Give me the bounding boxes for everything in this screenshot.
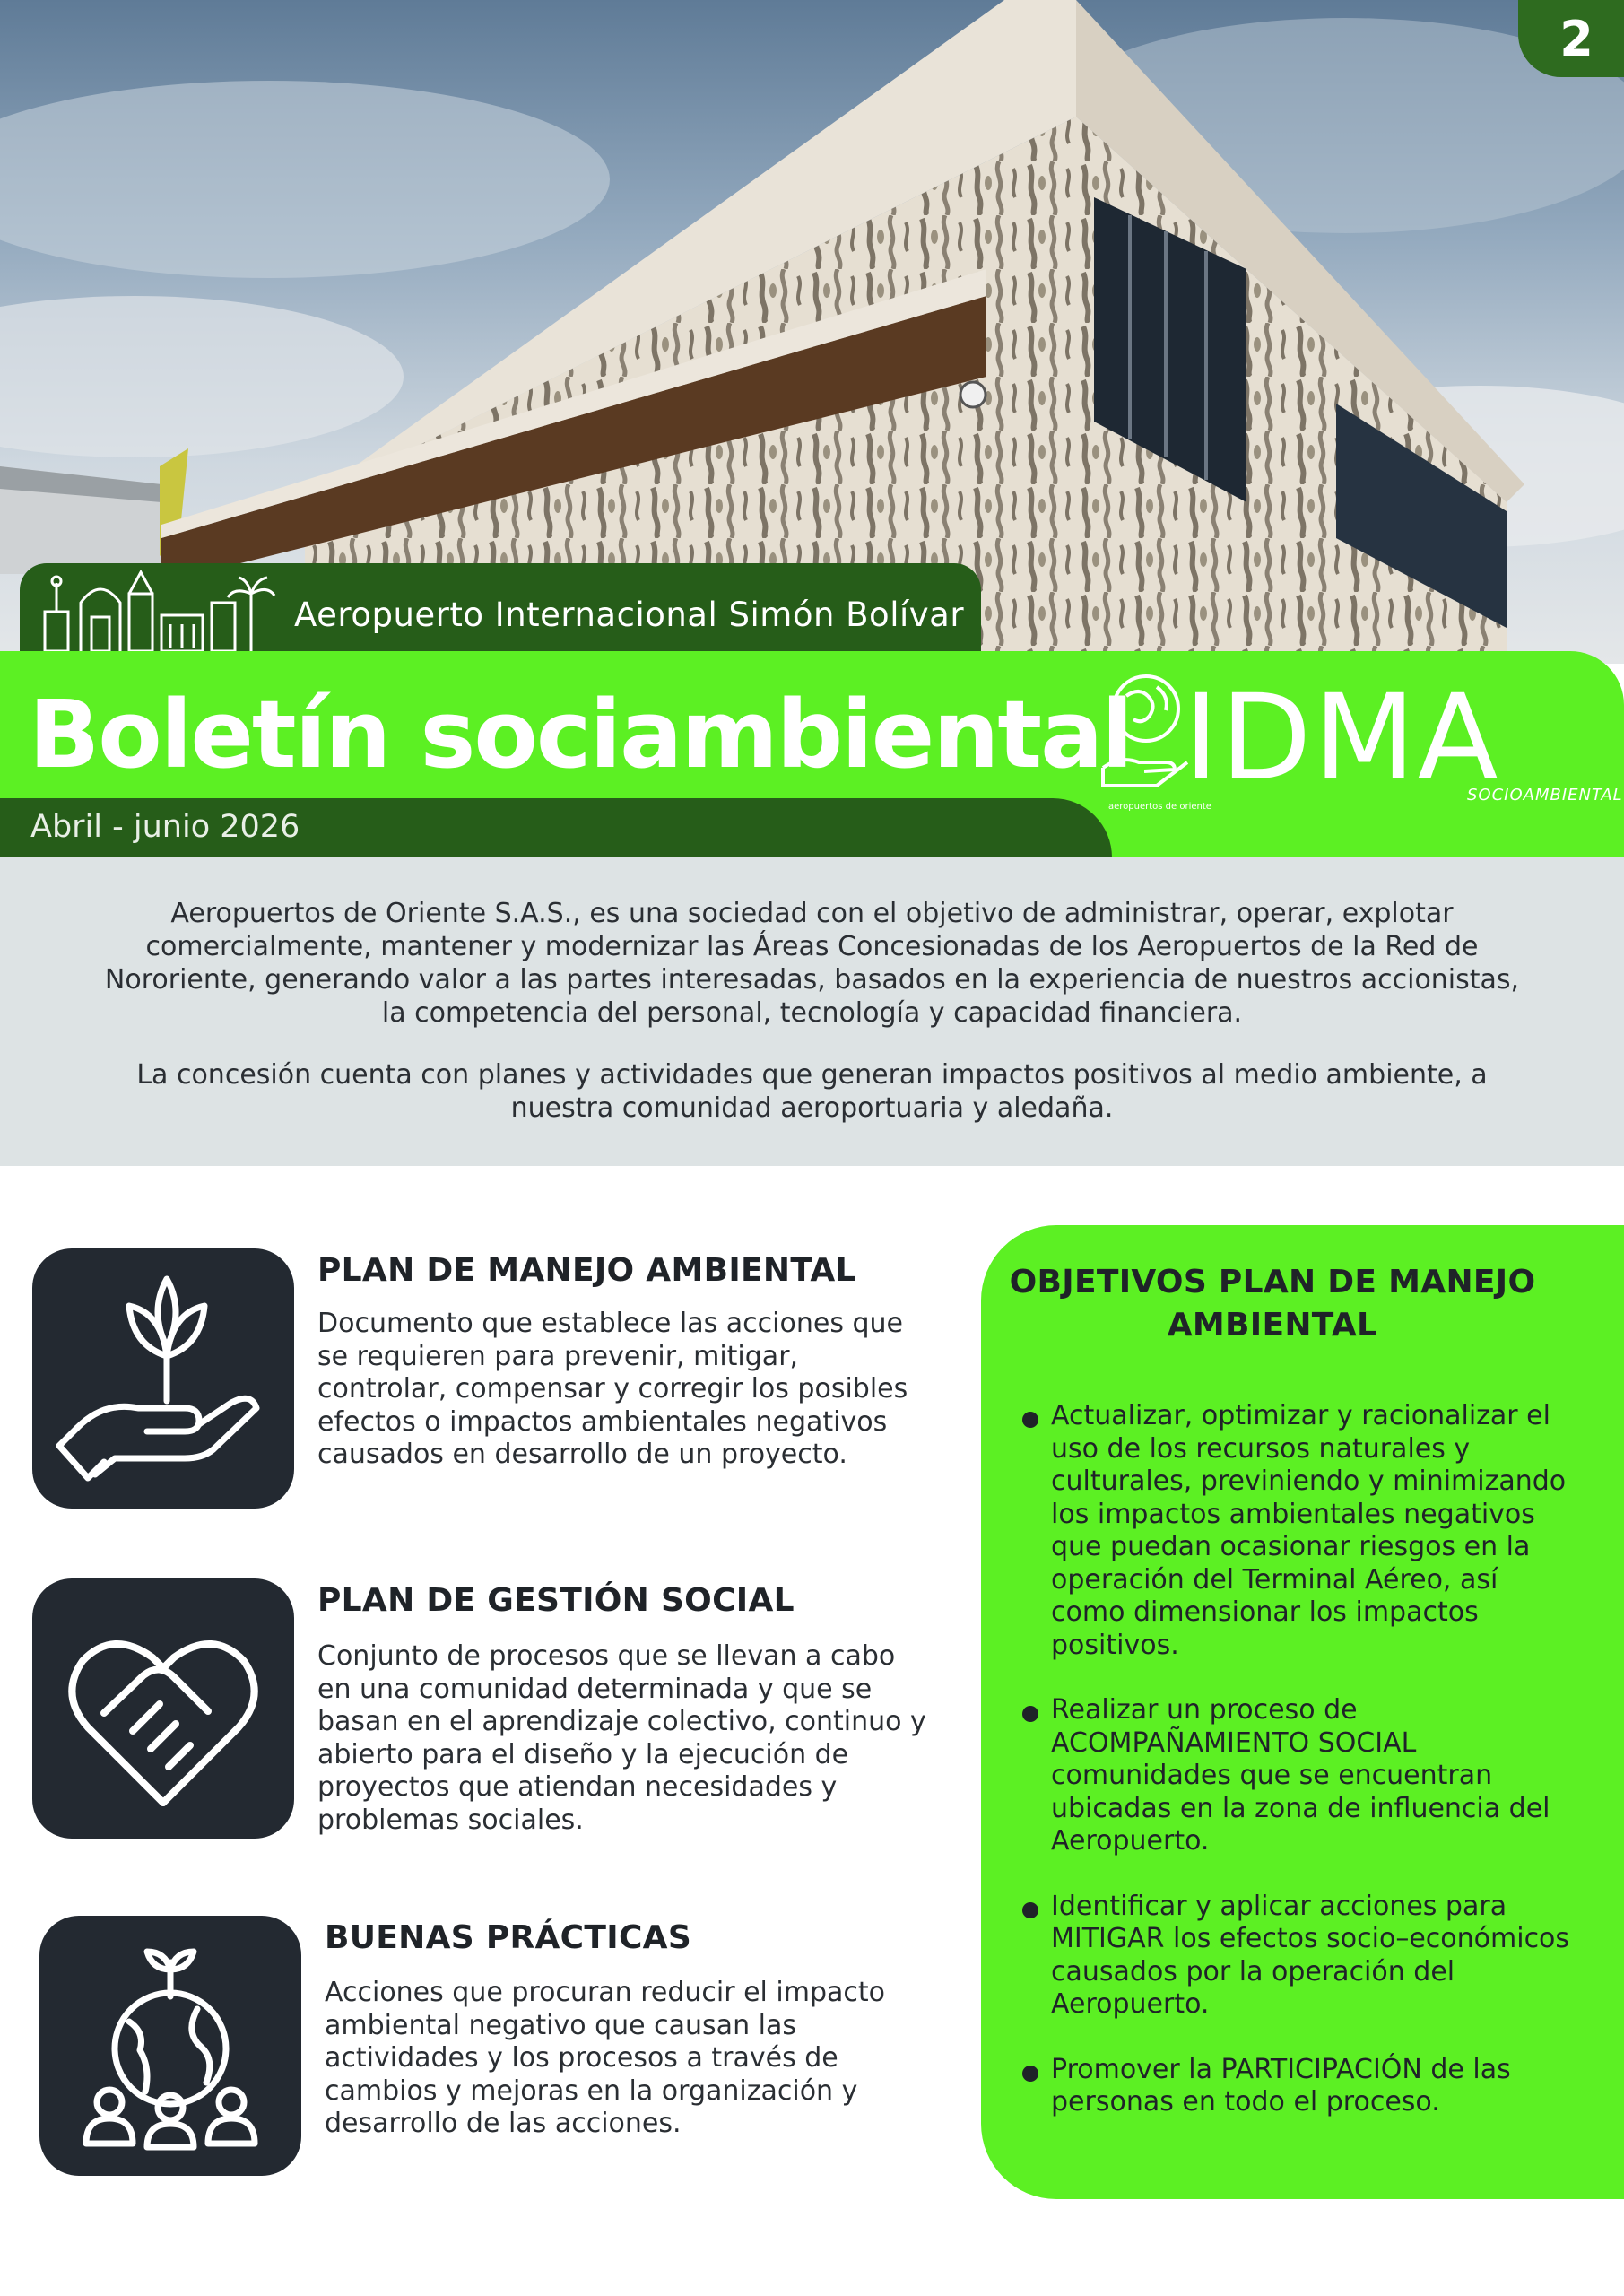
title-band [0,651,1624,857]
period-bar [0,798,1112,857]
item-title-gestion-social: PLAN DE GESTIÓN SOCIAL [317,1582,795,1619]
bullet-icon [1022,1902,1038,1918]
icon-box-buenas-practicas [39,1916,301,2176]
bulletin-title: Boletín sociambiental [29,680,1132,789]
idma-logo-icon [1094,669,1193,795]
item-text-plan-manejo: Documento que establece las acciones que se requieren para prevenir, mitigar, controlar, compensar y corregir los posibles efectos o impactos ambientales negativos causados en desarrollo de un proyecto. [317,1308,908,1470]
airport-name-bar [20,563,981,651]
objectives-panel [981,1225,1624,2199]
bullet-icon [1022,2066,1038,2082]
item-text-buenas-practicas: Acciones que procuran reducir el impacto ambiental negativo que causan las actividades y los procesos a través de cambios y mejoras en la organización y desarrollo de las acciones. [325,1977,886,2139]
hand-plant-icon [32,1248,294,1509]
item-title-plan-manejo: PLAN DE MANEJO AMBIENTAL [317,1252,856,1289]
objectives-list [1051,1400,1571,2152]
intro-section [0,857,1624,1166]
objective-item: Realizar un proceso de ACOMPAÑAMIENTO SOCIAL comunidades que se encuentran ubicadas en la zona de influencia del Aeropuerto. [1051,1694,1571,1858]
objective-item: Promover la PARTICIPACIÓN de las personas en todo el proceso. [1051,2054,1571,2119]
bullet-icon [1022,1412,1038,1428]
objective-item: Identificar y aplicar acciones para MITIGAR los efectos socio–económicos causados por la operación del Aeropuerto. [1051,1891,1571,2022]
icon-box-plan-manejo [32,1248,294,1509]
heart-handshake-icon [32,1578,294,1839]
item-text-gestion-social: Conjunto de procesos que se llevan a cabo en una comunidad determinada y que se basan en el aprendizaje colectivo, continuo y abierto para el diseño y la ejecución de proyectos que atiendan necesidades y problemas sociales. [317,1640,926,1836]
logo-company-text: aeropuertos de oriente [1108,802,1211,812]
airport-name: Aeropuerto Internacional Simón Bolívar [294,596,965,634]
objectives-title: OBJETIVOS PLAN DE MANEJO AMBIENTAL [1009,1264,1536,1344]
intro-paragraph-1: Aeropuertos de Oriente S.A.S., es una sociedad con el objetivo de administrar, operar, explotar comercialmente, mantener y modernizar las Áreas Concesionadas de los Aeropuertos de la Red de Nororiente, generando valor a las partes interesadas, basados en la experiencia de nuestros accionistas, la competencia del personal, tecnología y capacidad financiera. [104,898,1520,1029]
hero-photo [0,0,1624,664]
item-title-buenas-practicas: BUENAS PRÁCTICAS [325,1919,692,1956]
city-skyline-icon [36,567,278,653]
period-label: Abril - junio 2026 [30,809,300,845]
intro-paragraph-2: La concesión cuenta con planes y actividades que generan impactos positivos al medio ambiente, a nuestra comunidad aeroportuaria y aledaña. [136,1059,1488,1124]
bullet-icon [1022,1706,1038,1722]
logo-wordmark: IDMA [1184,669,1500,807]
logo-subtitle: SOCIOAMBIENTAL [1467,786,1623,804]
globe-community-icon [39,1916,301,2176]
objective-item: Actualizar, optimizar y racionalizar el uso de los recursos naturales y culturales, previniendo y minimizando los impactos ambientales negativos que puedan ocasionar riesgos en la operación del Terminal Aéreo, así como dimensionar los impactos positivos. [1051,1400,1571,1662]
icon-box-gestion-social [32,1578,294,1839]
page-number-badge: 2 [1518,0,1624,77]
